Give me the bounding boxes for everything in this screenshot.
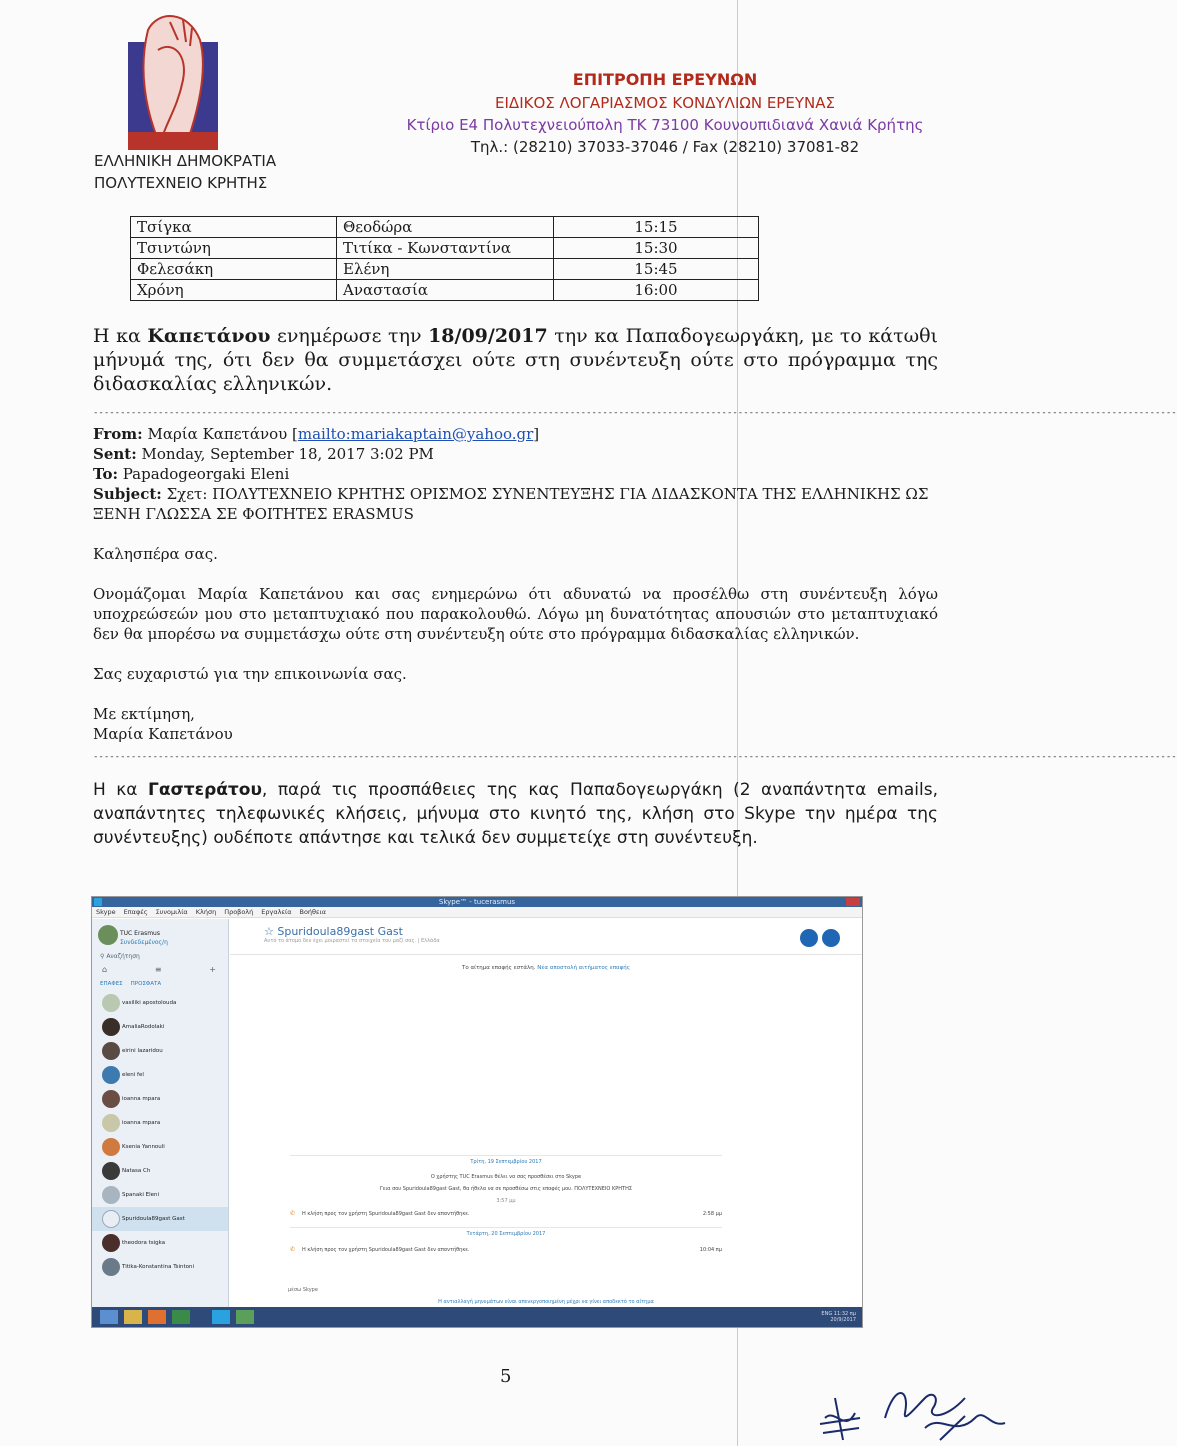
chat-contact-name-text: Spuridoula89gast Gast [277,925,403,938]
email-greeting: Καλησπέρα σας. [93,545,218,563]
contact-name: Spuridoula89gast Gast [122,1216,185,1222]
avatar [102,1210,120,1228]
skype-logo-icon [94,898,102,906]
missed-call-entry [290,1243,722,1257]
menu-item: Επαφές [123,908,148,916]
contact-name: theodora tsigka [122,1240,166,1246]
messaging-disabled-note: Η αντιαλλαγή μηνυμάτων είναι απενεργοποιημένη μέχρι να γίνει αποδεκτό το αίτημα [438,1299,654,1305]
contact-name: Titika-Konstantina Tsintoni [122,1264,195,1270]
list-item [92,1255,228,1279]
kapetanou-notice-paragraph [93,324,938,396]
handwritten-signatures [815,1378,1015,1444]
avatar [102,1042,120,1060]
from-label: From: [93,425,143,443]
video-call-icon [800,929,818,947]
list-item [92,991,228,1015]
avatar [98,925,118,945]
to-label: To: [93,465,118,483]
clock-time: 11:32 πμ [833,1311,856,1317]
contacts-icon: ≡ [154,965,162,974]
chat-message: Γεια σου Spuridoula89gast Gast, θα ήθελα να σε προσθέσω στις επαφές μου. ΠΟΛΥΤΕΧΝΕΙΟ ΚΡΗΤΗΣ [380,1186,632,1192]
phone-icon: ✆ [290,1210,296,1217]
list-item [92,1111,228,1135]
own-name: TUC Erasmus [120,930,160,937]
surname-bold: Γαστεράτου [148,780,262,800]
call-time: 2:58 μμ [702,1211,722,1217]
page-number: 5 [500,1366,512,1387]
list-item [92,1135,228,1159]
chat-message: Ο χρήστης TUC Erasmus θέλει να σας προσθέσει στο Skype [430,1174,582,1180]
start-icon [100,1310,118,1324]
sender-email-link[interactable]: mailto:mariakaptain@yahoo.gr [297,425,534,443]
chat-header [230,919,862,955]
windows-taskbar [92,1307,862,1327]
chat-contact-status: Αυτό το άτομο δεν έχει μοιραστεί τα στοιχεία του μαζί σας. | Ελλάδα [264,938,440,944]
skype-taskbar-icon [212,1310,230,1324]
menu-item: Κλήση [195,908,217,916]
email-body: Ονομάζομαι Μαρία Καπετάνου και σας ενημερώνω ότι αδυνατώ να προσέλθω στη συνέντευξη λόγω υποχρεώσεών μου στο μεταπτυχιακό που παρακολουθώ. Λόγω μη δυνατότητας απουσιών στο μεταπτυχιακό δεν θα μπορέσω να συμμετάσχω ούτε στη συνέντευξη ούτε στο πρόγραμμα διδασκαλίας ελληνικών. [93,585,938,643]
tab-recent: ΠΡΟΣΦΑΤΑ [130,981,162,987]
subject-label: Subject: [93,485,162,503]
org-right-block [370,68,960,158]
search-placeholder: Αναζήτηση [106,953,140,960]
firstname-cell: Τιτίκα - Κωνσταντίνα [337,238,554,259]
sidebar-icon-row [92,963,228,977]
explorer-icon [124,1310,142,1324]
time-cell: 16:00 [554,280,759,301]
table-row [131,217,759,238]
time-cell: 15:15 [554,217,759,238]
text-fragment: Η κα [93,780,148,800]
gasteratou-notice-paragraph [93,778,938,850]
text-fragment: ενημέρωσε την [270,325,429,347]
list-item [92,1159,228,1183]
calculator-icon [172,1310,190,1324]
quoted-email [93,424,938,744]
contact-name: eleni fel [122,1072,144,1078]
firstname-cell: Αναστασία [337,280,554,301]
contact-name: Spanaki Eleni [122,1192,160,1198]
surname-cell: Τσίγκα [131,217,337,238]
list-item [92,1231,228,1255]
firstname-cell: Θεοδώρα [337,217,554,238]
skype-screenshot [91,896,863,1328]
text-fragment: την κα Παπαδογεωργάκη, με το κάτωθι μήνυμά της, ότι δεν θα συμμετάσχει ούτε στη συνέντευξη ούτε στο πρόγραμμα της διδασκαλίας ελληνικών. [93,325,938,395]
menu-item: Συνομιλία [155,908,188,916]
from-name: Μαρία Καπετάνου [ [147,425,298,443]
contact-name: vasiliki apostolouda [122,1000,177,1006]
chat-log [290,1149,722,1257]
request-text: Το αίτημα επαφής εστάλη. [462,965,536,971]
text-fragment: Η κα [93,325,148,347]
date-bold: 18/09/2017 [428,325,548,347]
email-from-line [93,424,938,444]
org-left-block [94,150,334,194]
contact-name: AmaliaRodolaki [122,1024,165,1030]
table-row [131,280,759,301]
avatar [102,1138,120,1156]
home-icon: ⌂ [102,965,108,974]
menu-item: Προβολή [224,908,254,916]
paint-icon [236,1310,254,1324]
sent-value: Monday, September 18, 2017 3:02 PM [141,445,434,463]
contact-name: eirini lazaridou [122,1048,163,1054]
university-logo [128,10,218,150]
avatar [102,1186,120,1204]
resend-request-link: Νέα αποστολή αιτήματος επαφής [537,965,630,971]
clock-date: 20/9/2017 [830,1317,856,1323]
firstname-cell: Ελένη [337,259,554,280]
avatar [102,1114,120,1132]
call-buttons [796,929,840,951]
surname-bold: Καπετάνου [147,325,271,347]
subject-value: Σχετ: ΠΟΛΥΤΕΧΝΕΙΟ ΚΡΗΤΗΣ ΟΡΙΣΜΟΣ ΣΥΝΕΝΤΕΥΞΗΣ ΓΙΑ ΔΙΔΑΣΚΟΝΤΑ ΤΗΣ ΕΛΛΗΝΙΚΗΣ ΩΣ ΞΕΝΗ ΓΛΩΣΣΑ ΣΕ ΦΟΙΤΗΤΕΣ ERASMUS [93,485,929,523]
time-cell: 15:30 [554,238,759,259]
sent-label: Sent: [93,445,137,463]
avatar [102,994,120,1012]
country-name: ΕΛΛΗΝΙΚΗ ΔΗΜΟΚΡΑΤΙΑ [94,152,277,170]
separator-line: -------------------------------------------------------------------------------------------------------------------------------------------------------------------------------------------------------- [93,408,1177,418]
call-time: 10:04 πμ [699,1247,722,1253]
missed-call-entry [290,1207,722,1221]
surname-cell: Τσιντώνη [131,238,337,259]
skype-chat-pane [230,919,862,1309]
tab-contacts: ΕΠΑΦΕΣ [100,981,123,987]
close-icon [846,898,860,906]
avatar [102,1018,120,1036]
list-item [92,1087,228,1111]
avatar [102,1090,120,1108]
contact-tabs [92,977,228,991]
address-line: Κτίριο Ε4 Πολυτεχνειούπολη ΤΚ 73100 Κουνουπιδιανά Χανιά Κρήτης [406,116,924,134]
chat-contact-name: ☆ Spuridoula89gast Gast [264,925,403,938]
contact-name: ioanna mpara [122,1096,161,1102]
skype-titlebar [92,897,862,907]
contact-name: ioanna mpara [122,1120,161,1126]
list-item [92,1063,228,1087]
avatar [102,1066,120,1084]
avatar [102,1234,120,1252]
email-sent-line [93,444,938,464]
time-cell: 15:45 [554,259,759,280]
menu-item: Εργαλεία [261,908,292,916]
surname-cell: Φελεσάκη [131,259,337,280]
menu-item: Skype [96,908,116,916]
language-indicator: ENG [821,1311,833,1317]
email-to-line [93,464,938,484]
phone-call-icon [822,929,840,947]
list-item [92,1039,228,1063]
avatar [102,1162,120,1180]
system-tray [821,1311,856,1323]
call-text: Η κλήση προς τον χρήστη Spuridoula89gast Gast δεν απαντήθηκε. [302,1211,470,1217]
list-item [92,1183,228,1207]
surname-cell: Χρόνη [131,280,337,301]
menu-item: Βοήθεια [299,908,327,916]
skype-menubar [92,907,862,918]
phone-icon: ✆ [290,1246,296,1253]
email-thanks: Σας ευχαριστώ για την επικοινωνία σας. [93,665,407,683]
contact-name: Ksenia Yannouli [122,1144,165,1150]
interview-schedule-table [130,216,759,301]
contact-request-note [230,965,862,971]
account-title: ΕΙΔΙΚΟΣ ΛΟΓΑΡΙΑΣΜΟΣ ΚΟΝΔΥΛΙΩΝ ΕΡΕΥΝΑΣ [495,94,835,112]
browser-icon [148,1310,166,1324]
bracket: ] [533,425,540,443]
email-subject-line [93,484,938,524]
message-time: 3:57 μμ [496,1198,516,1204]
date-divider: Τετάρτη, 20 Σεπτεμβρίου 2017 [290,1227,722,1237]
avatar [102,1258,120,1276]
list-item [92,1015,228,1039]
phone-line: Τηλ.: (28210) 37033-37046 / Fax (28210) 37081-82 [470,138,860,156]
skype-sidebar [92,919,229,1309]
email-closing [93,704,938,744]
own-status: Συνδεδεμένος/η [120,939,168,946]
text-fragment: , παρά τις προσπάθειες της κας Παπαδογεωργάκη (2 αναπάντητα emails, αναπάντητες τηλεφωνικές κλήσεις, μήνυμα στο κινητό της, κλήση στο Skype την ημέρα της συνέντευξης) ουδέποτε απάντησε και τελικά δεν συμμετείχε στη συνέντευξη. [93,780,938,848]
via-skype-label: μέσω Skype [288,1287,318,1293]
closing: Με εκτίμηση, [93,705,195,723]
separator-line: -------------------------------------------------------------------------------------------------------------------------------------------------------------------------------------------------------- [93,752,1177,762]
list-item-selected [92,1207,228,1231]
university-name: ΠΟΛΥΤΕΧΝΕΙΟ ΚΡΗΤΗΣ [94,174,268,192]
to-value: Papadogeorgaki Eleni [122,465,290,483]
call-text: Η κλήση προς τον χρήστη Spuridoula89gast Gast δεν απαντήθηκε. [302,1247,470,1253]
contact-name: Natasa Ch [122,1168,151,1174]
plus-icon: + [209,965,216,974]
sender-signature: Μαρία Καπετάνου [93,725,233,743]
table-row [131,259,759,280]
window-title: Skype™ - tucerasmus [438,898,516,906]
search-field: ⚲ Αναζήτηση [100,953,140,960]
committee-title: ΕΠΙΤΡΟΠΗ ΕΡΕΥΝΩΝ [572,70,758,89]
table-row [131,238,759,259]
date-divider: Τρίτη, 19 Σεπτεμβρίου 2017 [290,1155,722,1165]
own-profile [92,919,228,951]
